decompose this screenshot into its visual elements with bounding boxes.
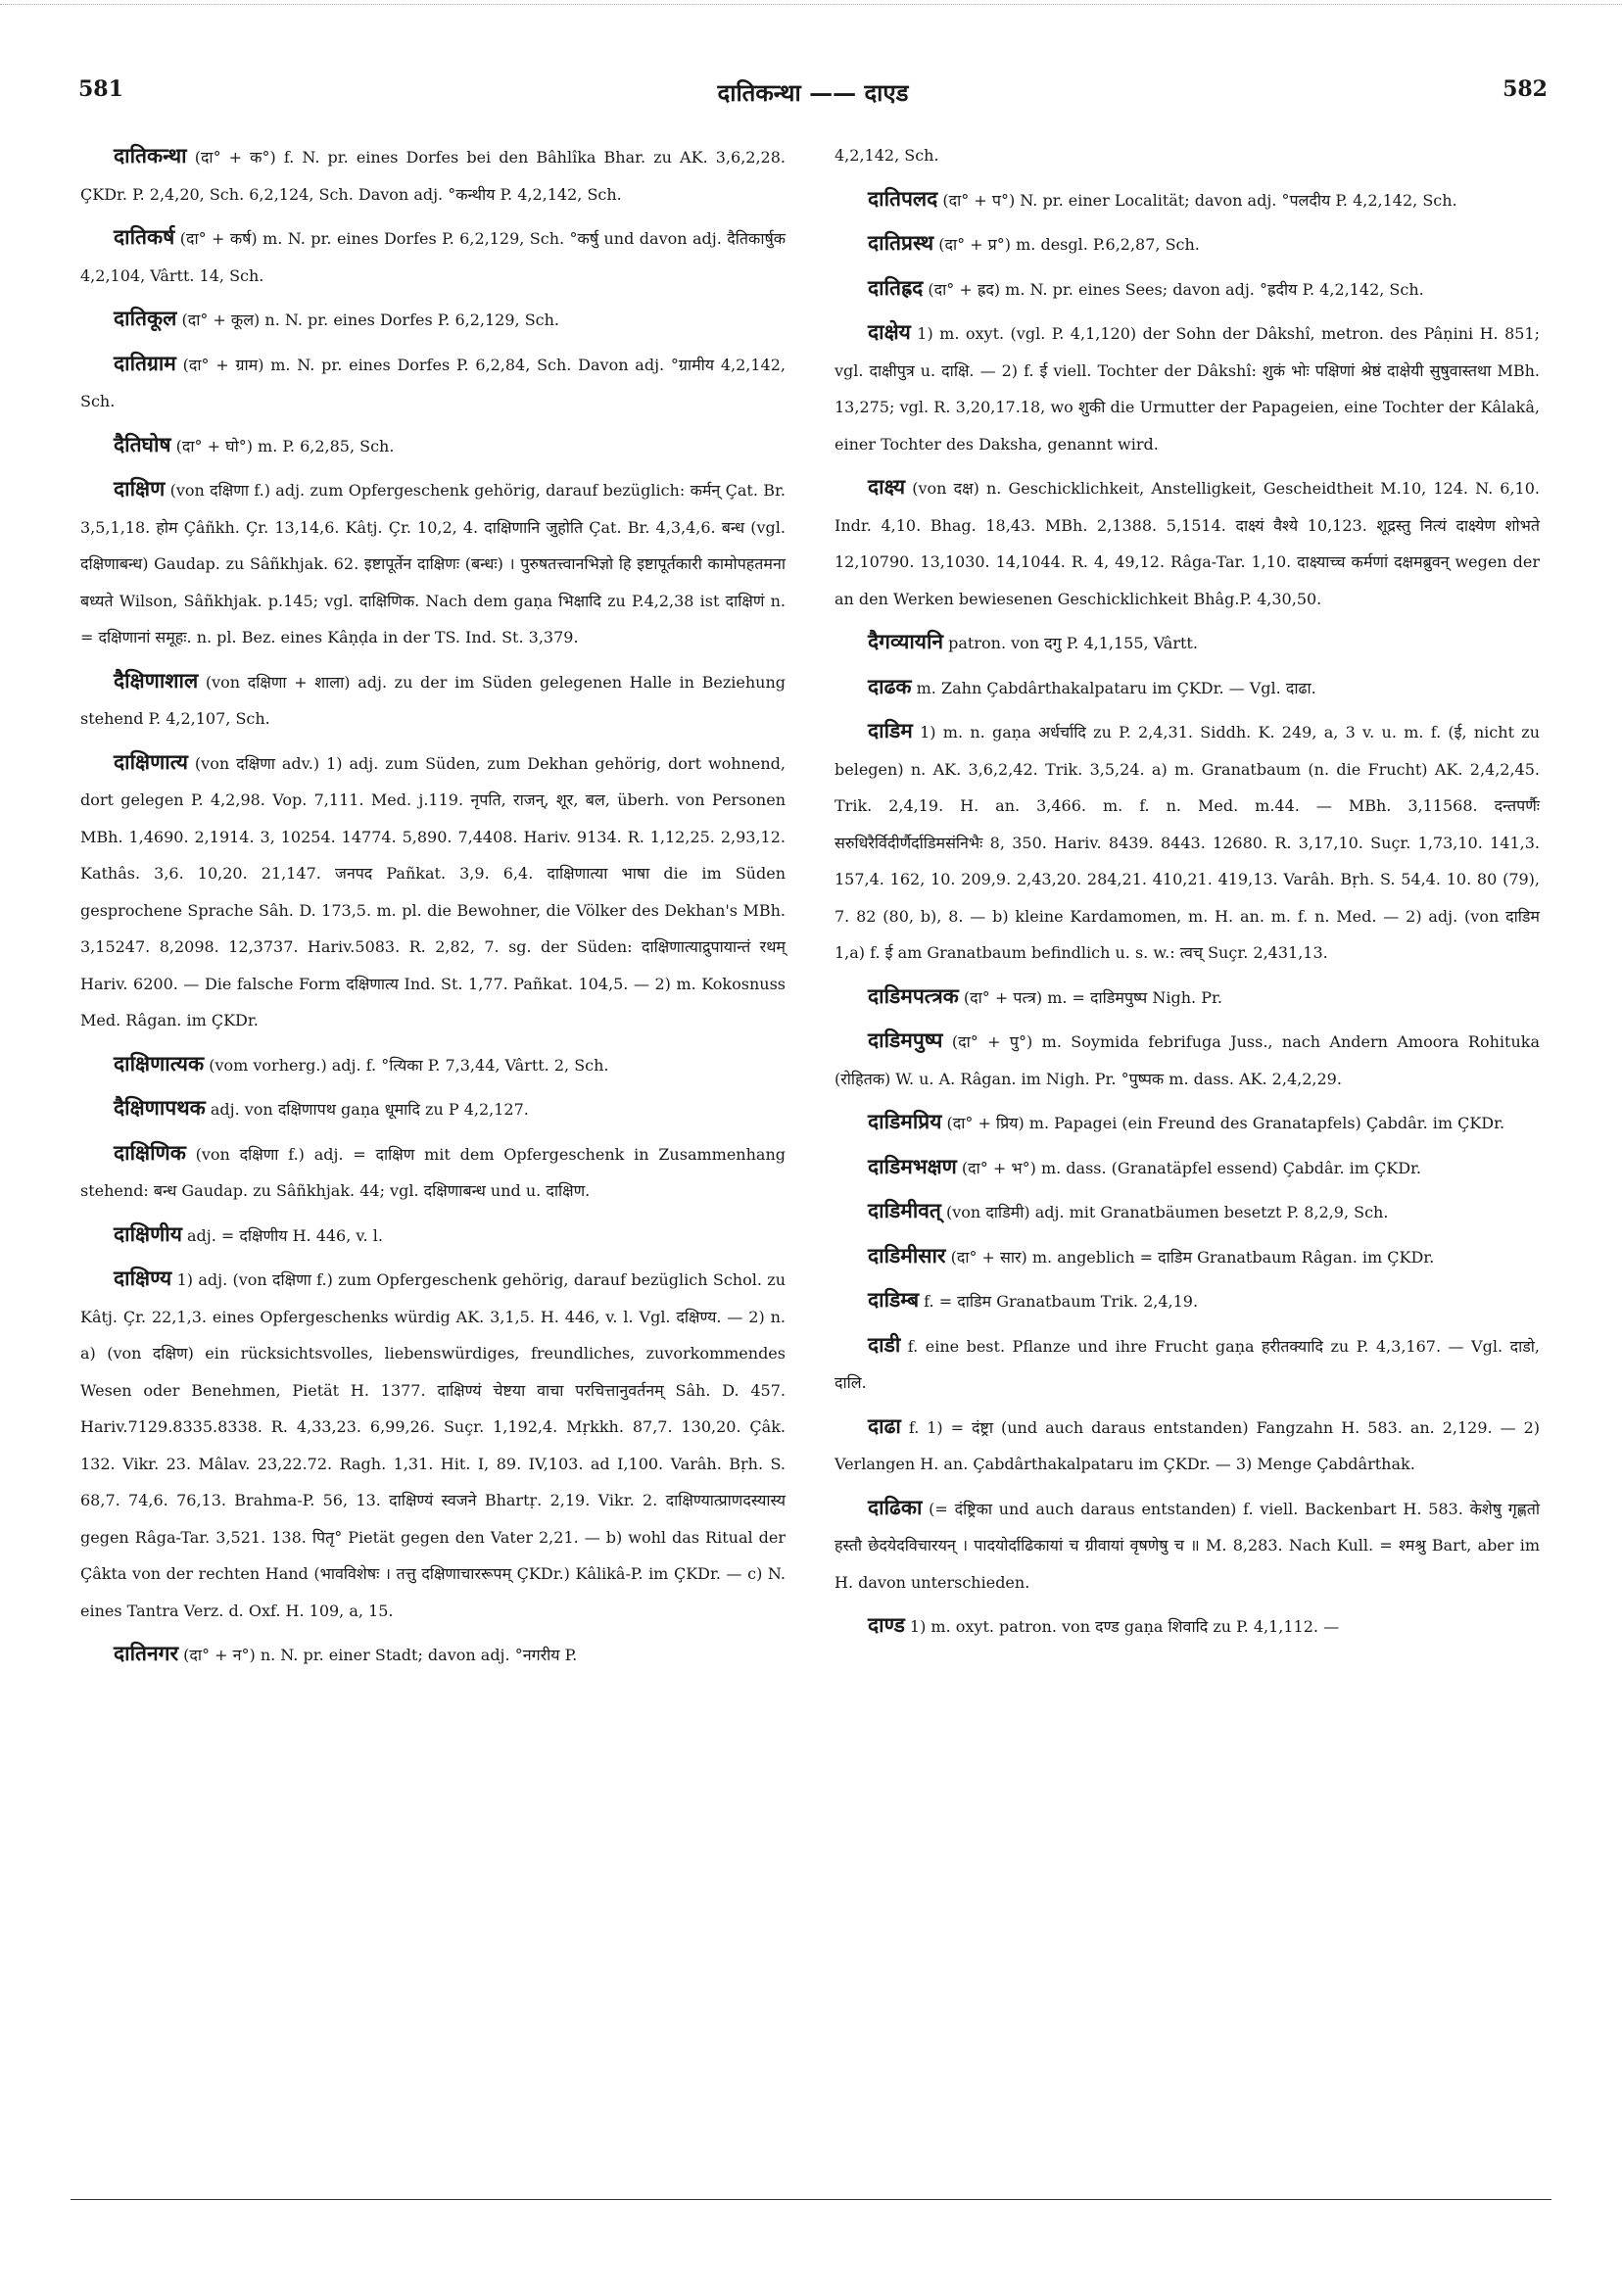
dictionary-entry [835, 1489, 1540, 1602]
bottom-rule [71, 2199, 1551, 2200]
entry-headword: दैक्षिणाशाल [114, 667, 199, 693]
dictionary-entry [80, 137, 786, 213]
dictionary-entry [80, 1089, 786, 1128]
entry-headword: दाक्षिण [114, 476, 166, 501]
entry-headword: दाढा [868, 1412, 901, 1438]
entry-definition: (दा° + न°) n. N. pr. einer Stadt; davon adj. °नगरीय P. [178, 1646, 578, 1664]
page-header [78, 76, 1548, 110]
entry-headword: दातिनगर [114, 1641, 179, 1665]
dictionary-entry [835, 1192, 1540, 1231]
entry-definition: (von दाडिमी) adj. mit Granatbäumen besetzt P. 8,2,9, Sch. [940, 1203, 1389, 1221]
entry-definition: (दा° + पु°) m. Soymida febrifuga Juss., nach Andern Amoora Rohituka (रोहितक) W. u. A. Râgan. im Nigh. Pr. °पुष्पक m. dass. AK. 2,4,2,29. [835, 1032, 1540, 1088]
entry-headword: दैगव्यायनि [868, 629, 944, 653]
entry-headword: दाक्षेय [868, 319, 911, 344]
dictionary-entry [835, 1103, 1540, 1142]
dictionary-entry [80, 470, 786, 656]
entry-definition: f. 1) = दंष्ट्रा (und auch daraus entstanden) Fangzahn H. 583. an. 2,129. — 2) Verlangen H. an. Çabdârthakalpataru im ÇKDr. — 3) Menge Çabdârthak. [835, 1417, 1540, 1473]
entry-definition: (दा° + पत्त्र) m. = दाडिमपुष्प Nigh. Pr. [958, 987, 1222, 1007]
page-number-right: 582 [1503, 76, 1548, 102]
dictionary-entry [80, 662, 786, 738]
dictionary-entry [835, 313, 1540, 462]
entry-headword: दाडिमीसार [868, 1242, 946, 1268]
entry-headword: दैतिघोष [114, 431, 171, 456]
entry-headword: दैक्षिणापथक [114, 1095, 206, 1120]
entry-definition: 1) m. n. gaṇa अर्धर्चादि zu P. 2,4,31. Siddh. K. 249, a, 3 v. u. m. f. (ई, nicht zu belegen) n. AK. 3,6,2,42. Trik. 3,5,24. a) m. Granatbaum (n. die Frucht) AK. 2,4,2,45. Trik. 2,4,19. H. an. 3,466. m. f. n. Med. m.44. — MBh. 3,11568. दन्तपर्णैः सरुधिरैर्विदीर्णैर्दाडिमसंनिभैः 8, 350. Hariv. 8439. 8443. 12680. R. 3,17,10. Suçr. 1,73,10. 141,3. 157,4. 162, 10. 209,9. 2,43,20. 284,21. 410,21. 419,13. Varâh. Bṛh. S. 54,4. 10. 80 (79), 7. 82 (80, b), 8. — b) kleine Kardamomen, m. H. an. m. f. n. Med. — 2) adj. (von दाडिम 1,a) f. ई am Granatbaum befindlich u. s. w.: त्वच् Suçr. 2,431,13. [835, 723, 1540, 962]
running-title: दातिकन्था —— दाएड [717, 78, 909, 107]
entry-headword: दाडिमपुष्प [868, 1028, 943, 1052]
entry-headword: दाक्षिणीय [114, 1220, 182, 1246]
page-number-left: 581 [78, 76, 123, 102]
dictionary-entry [835, 1237, 1540, 1276]
entry-headword: दाडिमप्रिय [868, 1109, 942, 1133]
entry-headword: दातिकन्था [114, 143, 187, 167]
entry-definition: (दा° + कर्ष) m. N. pr. eines Dorfes P. 6,2,129, Sch. °कर्षु und davon adj. दैतिकार्षुक 4,2,104, Vârtt. 14, Sch. [80, 229, 786, 285]
dictionary-entry [835, 137, 1540, 174]
entry-headword: दाण्ड [868, 1612, 905, 1637]
entry-headword: दातिकर्ष [114, 224, 175, 249]
dictionary-entry [835, 712, 1540, 972]
entry-definition: 1) adj. (von दक्षिणा f.) zum Opfergeschenk gehörig, darauf bezüglich Schol. zu Kâtj. Çr. 22,1,3. eines Opfergeschenks würdig AK. 3,1,5. H. 446, v. l. Vgl. दक्षिण्य. — 2) n. a) (von दक्षिण) ein rücksichtsvolles, liebenswürdiges, freundliches, zuvorkommendes Wesen oder Benehmen, Pietät H. 1377. दाक्षिण्यं चेष्टया वाचा परचित्तानुवर्तनम् Sâh. D. 457. Hariv.7129.8335.8338. R. 4,33,23. 6,99,26. Suçr. 1,192,4. Mṛkkh. 87,7. 130,20. Çâk. 132. Vikr. 23. Mâlav. 23,22.72. Ragh. 1,31. Hit. I, 89. IV,103. ad I,100. Varâh. Bṛh. S. 68,7. 74,6. 76,13. Brahma-P. 56, 13. दाक्षिण्यं स्वजने Bhartṛ. 2,19. Vikr. 2. दाक्षिण्यात्प्राणदस्यास्य gegen Râga-Tar. 3,521. 138. पितृ° Pietät gegen den Vater 2,21. — b) wohl das Ritual der Çâkta von der rechten Hand (भावविशेषः । तत्तु दक्षिणाचाररूपम् ÇKDr.) Kâlikâ-P. im ÇKDr. — c) N. eines Tantra Verz. d. Oxf. H. 109, a, 15. [80, 1270, 786, 1620]
dictionary-entry [80, 345, 786, 420]
entry-headword: दातिपलद [868, 185, 938, 211]
dictionary-entry [80, 426, 786, 465]
scan-top-edge [0, 4, 1622, 5]
dictionary-entry [80, 300, 786, 339]
dictionary-entry [835, 668, 1540, 707]
dictionary-entry [835, 1022, 1540, 1097]
entry-headword: दाडिम्ब [868, 1287, 920, 1312]
dictionary-entry [835, 1326, 1540, 1402]
entry-headword: दातिप्रस्थ [868, 230, 934, 255]
entry-definition: (von दक्ष) n. Geschicklichkeit, Anstelligkeit, Gescheidtheit M.10, 124. N. 6,10. Indr. 4,10. Bhag. 18,43. MBh. 2,1388. 5,1514. दाक्ष्यं वैश्ये 10,123. शूद्रस्तु नित्यं दाक्ष्येण शोभते 12,10790. 13,1030. 14,1044. R. 4, 49,12. Râga-Tar. 1,10. दाक्ष्याच्च कर्मणां दक्षमब्रुवन् wegen der an den Werken bewiesenen Geschicklichkeit Bhâg.P. 4,30,50. [835, 479, 1540, 608]
dictionary-entry [80, 1635, 786, 1674]
entry-definition: 4,2,142, Sch. [835, 146, 939, 165]
entry-definition: (दा° + कूल) n. N. pr. eines Dorfes P. 6,2,129, Sch. [176, 311, 560, 329]
entry-headword: दाढिका [868, 1494, 923, 1519]
right-column [835, 137, 1540, 1651]
entry-definition: (दा° + प्रिय) m. Papagei (ein Freund des Granatapfels) Çabdâr. im ÇKDr. [941, 1114, 1505, 1132]
entry-definition: (von दक्षिणा + शाला) adj. zu der im Süden gelegenen Halle in Beziehung stehend P. 4,2,107, Sch. [80, 672, 786, 728]
entry-headword: दाक्षिणिक [114, 1139, 186, 1165]
entry-definition: f. = दाडिम Granatbaum Trik. 2,4,19. [919, 1292, 1199, 1311]
entry-definition: (दा° + प्र°) m. desgl. P.6,2,87, Sch. [933, 235, 1200, 254]
dictionary-entry [80, 743, 786, 1039]
entry-definition: (दा° + सार) m. angeblich = दाडिम Granatbaum Râgan. im ÇKDr. [945, 1247, 1435, 1267]
entry-definition: (दा° + ग्राम) m. N. pr. eines Dorfes P. 6,2,84, Sch. Davon adj. °ग्रामीय 4,2,142, Sch. [80, 355, 786, 410]
entry-definition: (von दक्षिणा adv.) 1) adj. zum Süden, zum Dekhan gehörig, dort wohnend, dort gelegen P. 4,2,98. Vop. 7,111. Med. j.119. नृपति, राजन्, शूर, बल, überh. von Personen MBh. 1,4690. 2,1914. 3, 10254. 14774. 5,890. 7,4408. Hariv. 9134. R. 1,12,25. 2,93,12. Kathâs. 3,6. 10,20. 21,147. जनपद Pañkat. 3,9. 6,4. दाक्षिणात्या भाषा die im Süden gesprochene Sprache Sâh. D. 173,5. m. pl. die Bewohner, die Völker des Dekhan's MBh. 3,15247. 8,2098. 12,3737. Hariv.5083. R. 2,82, 7. sg. der Süden: दाक्षिणात्याद्रुपायान्तं रथम् Hariv. 6200. — Die falsche Form दक्षिणात्य Ind. St. 1,77. Pañkat. 104,5. — 2) m. Kokosnuss Med. Râgan. im ÇKDr. [80, 753, 786, 1029]
entry-definition: (दा° + प°) N. pr. einer Localität; davon adj. °पलदीय P. 4,2,142, Sch. [937, 190, 1457, 210]
entry-headword: दाडिम [868, 718, 913, 742]
dictionary-entry [835, 224, 1540, 263]
entry-definition: (दा° + घो°) m. P. 6,2,85, Sch. [170, 436, 395, 455]
dictionary-entry [80, 1045, 786, 1084]
entry-definition: (vom vorherg.) adj. f. °त्यिका P. 7,3,44, Vârtt. 2, Sch. [204, 1055, 609, 1075]
dictionary-entry [80, 1134, 786, 1210]
dictionary-entry [835, 623, 1540, 662]
entry-definition: (von दक्षिणा f.) adj. = दाक्षिण mit dem Opfergeschenk in Zusammenhang stehend: बन्ध Gaudap. zu Sâñkhjak. 44; vgl. दक्षिणाबन्ध und u. दाक्षिण. [80, 1144, 786, 1200]
dictionary-entry [835, 269, 1540, 309]
dictionary-entry [835, 1281, 1540, 1320]
dictionary-entry [835, 180, 1540, 219]
entry-headword: दाडिमभक्षण [868, 1153, 957, 1178]
entry-headword: दाक्षिणात्य [114, 748, 188, 774]
dictionary-entry [80, 1216, 786, 1255]
entry-headword: दाक्ष्य [868, 474, 906, 499]
entry-definition: adj. von दक्षिणापथ gaṇa धूमादि zu P 4,2,127. [205, 1100, 529, 1119]
dictionary-entry [835, 1606, 1540, 1646]
entry-definition: 1) m. oxyt. patron. von दण्ड gaṇa शिवादि zu P. 4,1,112. — [904, 1617, 1340, 1636]
entry-definition: (दा° + भ°) m. dass. (Granatäpfel essend) Çabdâr. im ÇKDr. [956, 1158, 1422, 1177]
entry-headword: दाडिमपत्त्रक [868, 982, 959, 1008]
entry-definition: (= दंष्ट्रिका und auch daraus entstanden) f. viell. Backenbart H. 583. केशेषु गृह्णतो हस्तौ छेदयेदविचारयन् । पादयोर्दाढिकायां च ग्रीवायां वृषणेषु च ॥ M. 8,283. Nach Kull. = श्मश्रु Bart, aber im H. davon unterschieden. [835, 1499, 1540, 1592]
entry-definition: f. eine best. Pflanze und ihre Frucht gaṇa हरीतक्यादि zu P. 4,3,167. — Vgl. दाडो, दालि. [835, 1336, 1540, 1392]
dictionary-entry [835, 978, 1540, 1017]
entry-definition: 1) m. oxyt. (vgl. P. 4,1,120) der Sohn der Dâkshî, metron. des Pâṇini H. 851; vgl. दाक्षीपुत्र u. दाक्षि. — 2) f. ई viell. Tochter der Dâkshî: शुकं भोः पक्षिणां श्रेष्ठं दाक्षेयी सुषुवास्तथा MBh. 13,275; vgl. R. 3,20,17.18, wo शुकी die Urmutter der Papageien, eine Tochter der Kâlakâ, einer Tochter des Daksha, genannt wird. [835, 324, 1540, 454]
entry-headword: दातिग्राम [114, 350, 176, 375]
entry-definition: (von दक्षिणा f.) adj. zum Opfergeschenk gehörig, darauf bezüglich: कर्मन् Çat. Br. 3,5,1,18. होम Çâñkh. Çr. 13,14,6. Kâtj. Çr. 10,2, 4. दाक्षिणानि जुहोति Çat. Br. 4,3,4,6. बन्ध (vgl. दक्षिणाबन्ध) Gaudap. zu Sâñkhjak. 62. इष्टापूर्तेन दाक्षिणः (बन्धः) । पुरुषतत्त्वानभिज्ञो हि इष्टापूर्तकारी कामोपहतमना बध्यते Wilson, Sâñkhjak. p.145; vgl. दाक्षिणिक. Nach dem gaṇa भिक्षादि zu P.4,2,38 ist दाक्षिणं n. = दक्षिणानां समूहः. n. pl. Bez. eines Kâṇḍa in der TS. Ind. St. 3,379. [80, 481, 786, 646]
entry-definition: (दा° + क°) f. N. pr. eines Dorfes bei den Bâhlîka Bhar. zu AK. 3,6,2,28. ÇKDr. P. 2,4,20, Sch. 6,2,124, Sch. Davon adj. °कन्थीय P. 4,2,142, Sch. [80, 148, 786, 204]
entry-definition: adj. = दक्षिणीय H. 446, v. l. [181, 1225, 383, 1245]
entry-headword: दाडिमीवत् [868, 1198, 941, 1222]
entry-headword: दातिह्रद [868, 274, 924, 300]
entry-headword: दाडी [868, 1331, 901, 1357]
entry-definition: (दा° + ह्रद) m. N. pr. eines Sees; davon adj. °ह्रदीय P. 4,2,142, Sch. [923, 279, 1424, 299]
dictionary-entry [835, 1148, 1540, 1187]
entry-headword: दातिकूल [114, 306, 177, 330]
entry-headword: दाक्षिण्य [114, 1266, 172, 1290]
entry-definition: m. Zahn Çabdârthakalpataru im ÇKDr. — Vgl. दाढा. [911, 678, 1316, 697]
dictionary-entry [80, 218, 786, 294]
entry-definition: patron. von दगु P. 4,1,155, Vârtt. [943, 634, 1198, 652]
dictionary-entry [835, 468, 1540, 617]
entry-headword: दाढक [868, 673, 912, 698]
entry-headword: दाक्षिणात्यक [114, 1050, 205, 1076]
left-column [80, 137, 786, 1680]
dictionary-entry [80, 1260, 786, 1629]
dictionary-entry [835, 1408, 1540, 1483]
